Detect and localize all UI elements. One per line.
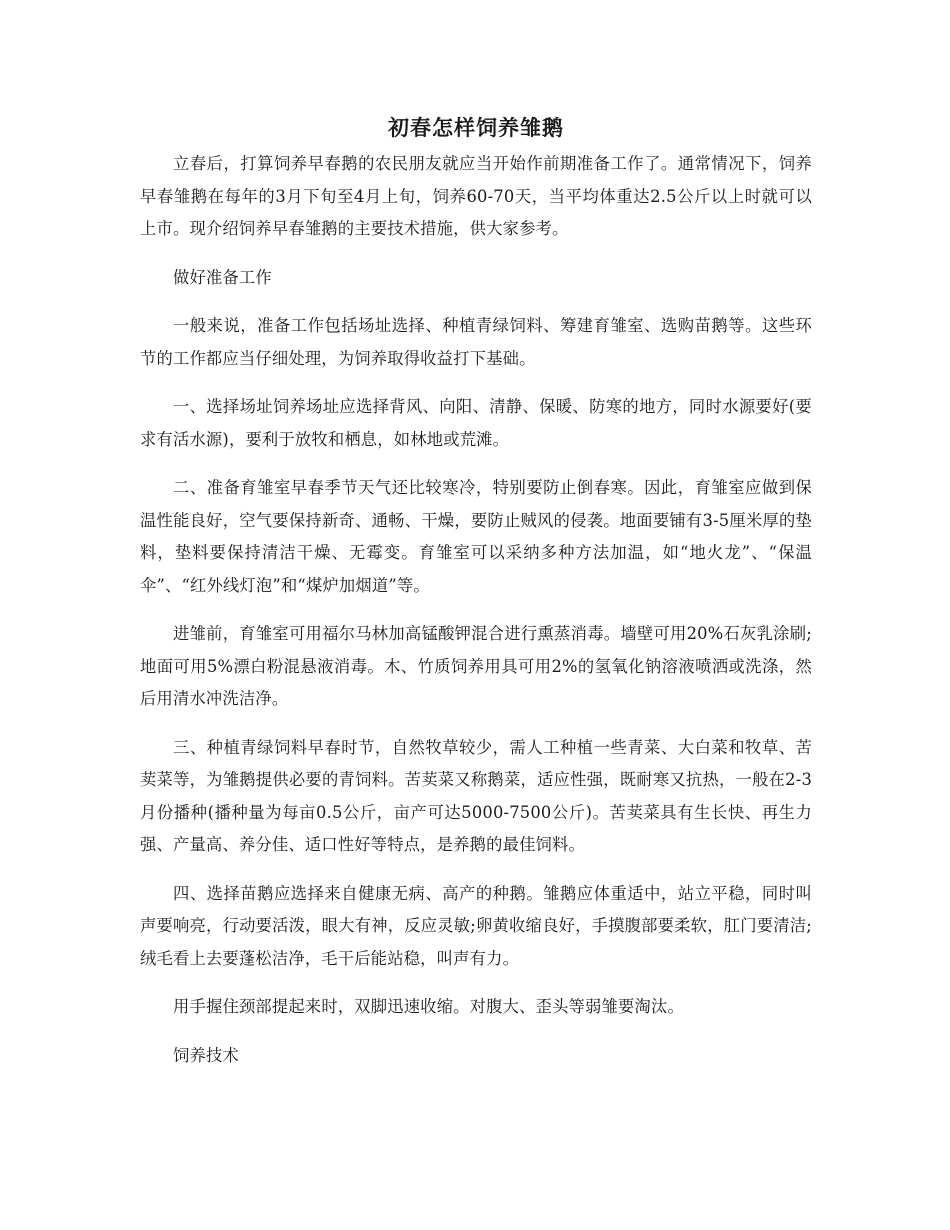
section-heading-preparation: 做好准备工作	[173, 267, 272, 287]
preparation-overview-paragraph: 一般来说，准备工作包括场址选择、种植青绿饲料、筹建育雏室、选购苗鹅等。这些环节的工作都应当仔细处理，为饲养取得收益打下基础。	[140, 316, 812, 368]
culling-paragraph: 用手握住颈部提起来时，双脚迅速收缩。对腹大、歪头等弱雏要淘汰。	[173, 997, 684, 1016]
site-selection-paragraph: 一、选择场址饲养场址应选择背风、向阳、清静、保暖、防寒的地方，同时水源要好(要求有活水源)，要利于放牧和栖息，如林地或荒滩。	[140, 397, 812, 449]
brooding-room-paragraph: 二、准备育雏室早春季节天气还比较寒冷，特别要防止倒春寒。因此，育雏室应做到保温性能良好，空气要保持新奇、通畅、干燥，要防止贼风的侵袭。地面要铺有3-5厘米厚的垫料，垫料要保持清洁干燥、无霉变。育雏室可以采纳多种方法加温，如“地火龙”、“保温伞”、“红外线灯泡”和“煤炉加烟道”等。	[140, 478, 812, 595]
document-title: 初春怎样饲养雏鹅	[388, 115, 564, 140]
intro-paragraph: 立春后，打算饲养早春鹅的农民朋友就应当开始作前期准备工作了。通常情况下，饲养早春雏鹅在每年的3月下旬至4月上旬，饲养60-70天，当平均体重达2.5公斤以上时就可以上市。现介绍饲养早春雏鹅的主要技术措施，供大家参考。	[140, 154, 812, 238]
green-feed-paragraph: 三、种植青绿饲料早春时节，自然牧草较少，需人工种植一些青菜、大白菜和牧草、苦荬菜等，为雏鹅提供必要的青饲料。苦荬菜又称鹅菜，适应性强，既耐寒又抗热，一般在2-3月份播种(播种量为每亩0.5公斤，亩产可达5000-7500公斤)。苦荬菜具有生长快、再生力强、产量高、养分佳、适口性好等特点，是养鹅的最佳饲料。	[140, 737, 812, 854]
section-heading-feeding: 饲养技术	[173, 1045, 239, 1065]
gosling-selection-paragraph: 四、选择苗鹅应选择来自健康无病、高产的种鹅。雏鹅应体重适中，站立平稳，同时叫声要响亮，行动要活泼，眼大有神，反应灵敏;卵黄收缩良好，手摸腹部要柔软，肛门要清洁;绒毛看上去要蓬松洁净，毛干后能站稳，叫声有力。	[140, 883, 812, 968]
disinfection-paragraph: 进雏前，育雏室可用福尔马林加高锰酸钾混合进行熏蒸消毒。墙壁可用20%石灰乳涂刷;地面可用5%漂白粉混悬液消毒。木、竹质饲养用具可用2%的氢氧化钠溶液喷洒或洗涤，然后用清水冲洗洁净。	[140, 624, 812, 708]
document-page	[140, 112, 812, 1088]
